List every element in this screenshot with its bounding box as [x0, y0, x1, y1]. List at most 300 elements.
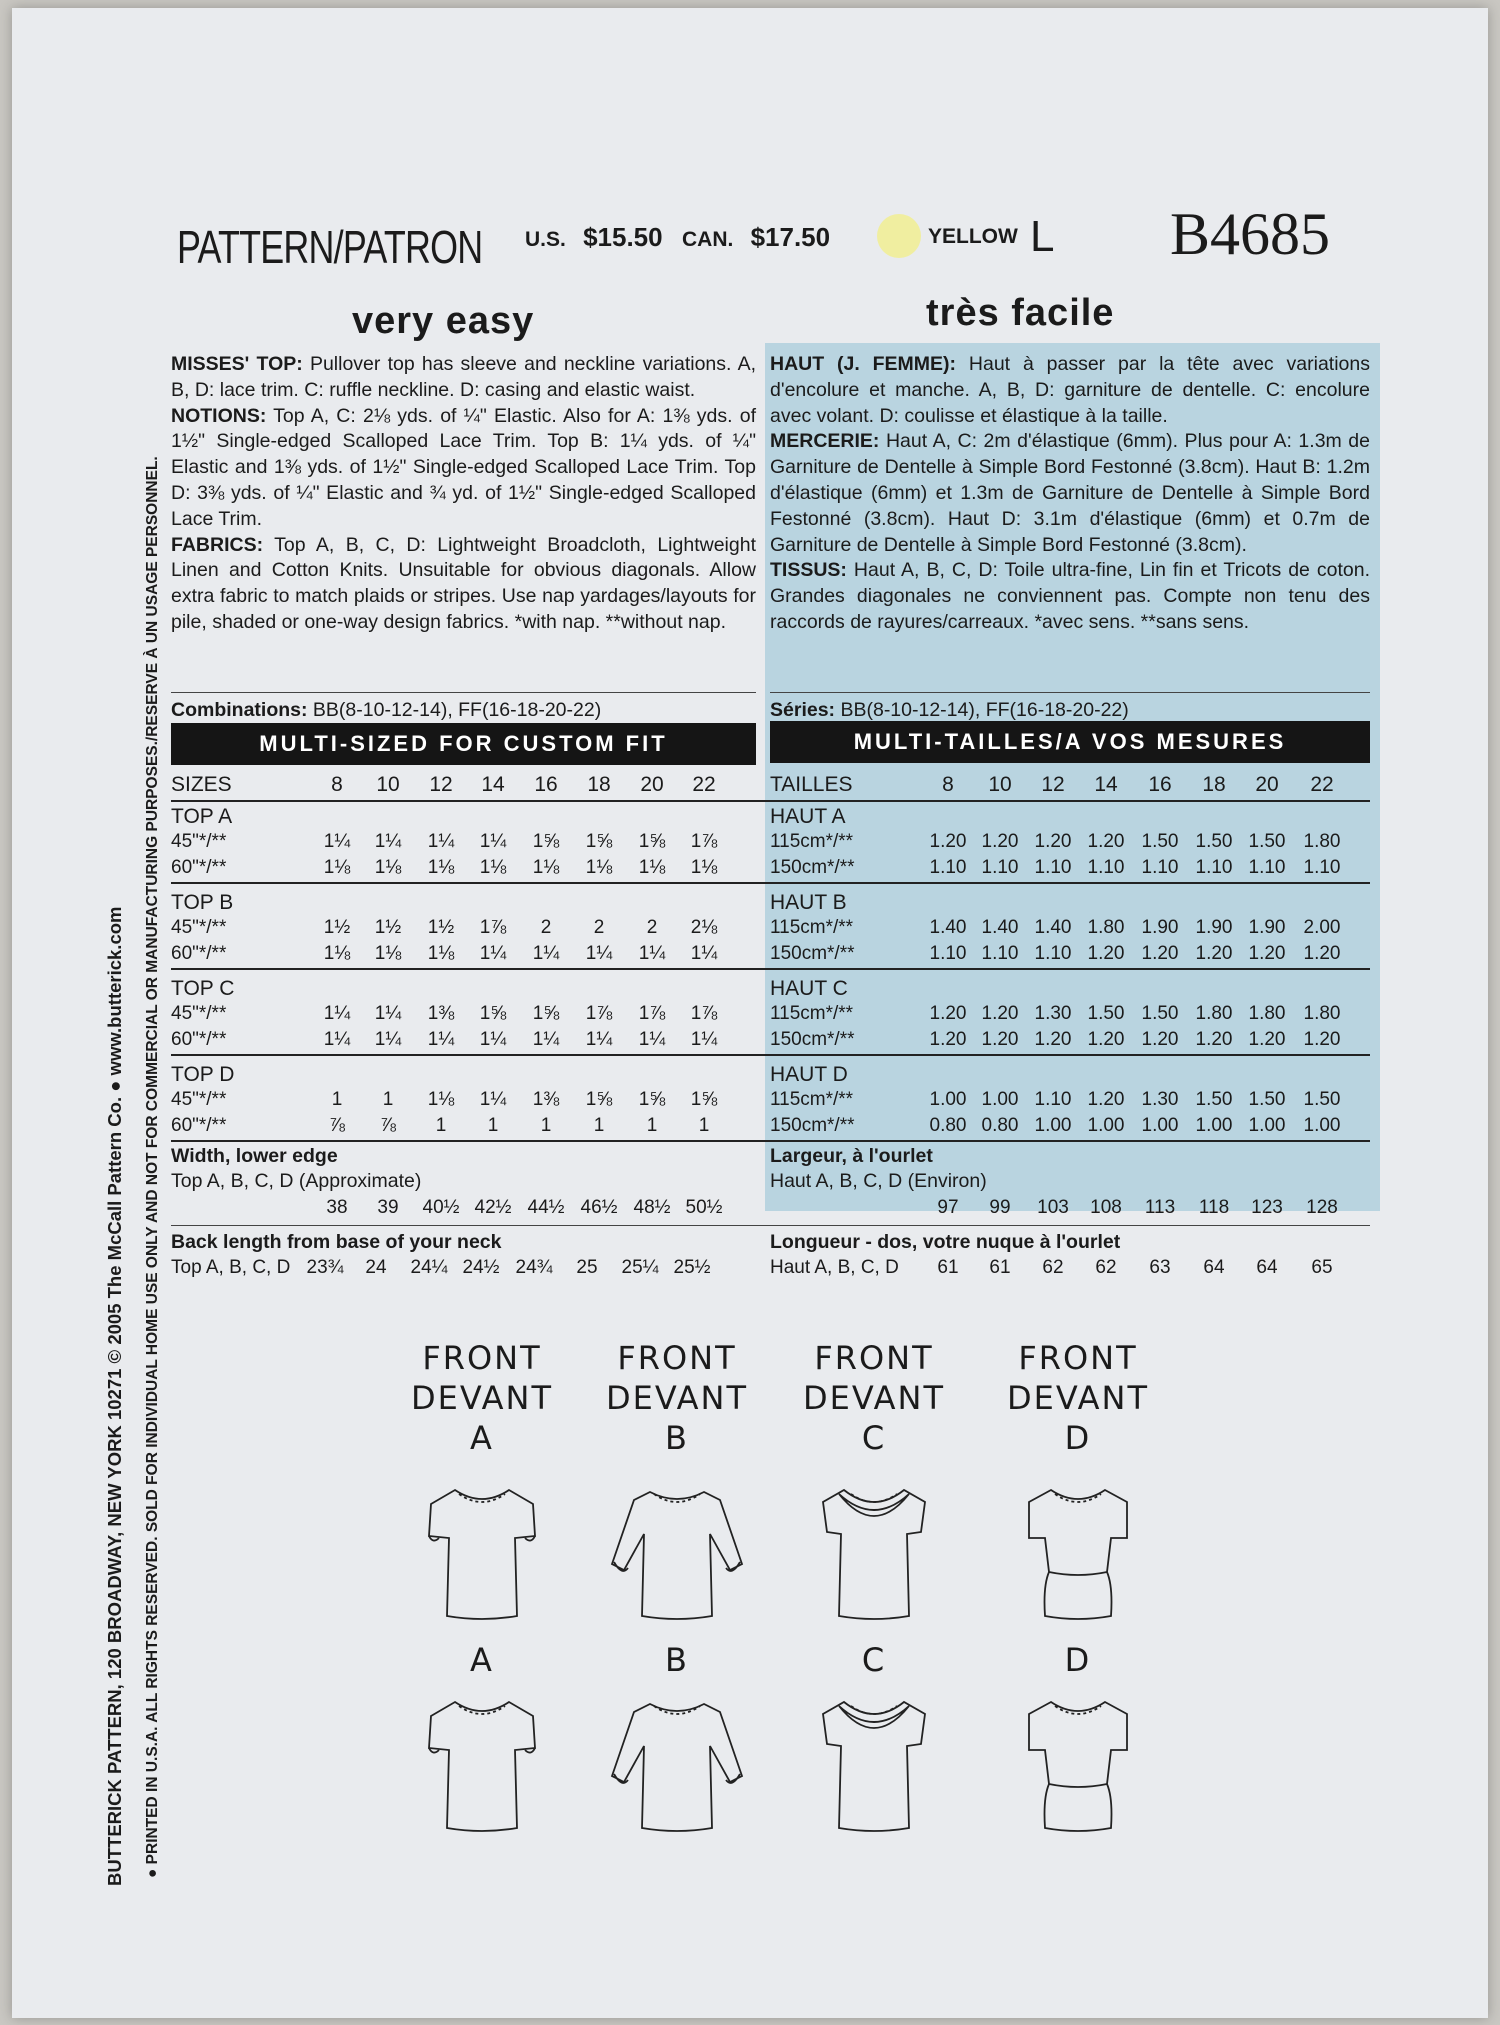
row-value: 1.90: [1195, 917, 1233, 938]
row-label: 115cm*/**: [770, 831, 854, 852]
sizes-rule: [770, 800, 1370, 802]
top-illustration-front: [1003, 1476, 1153, 1626]
front-view-d: [1003, 1476, 1153, 1631]
row-value: 1: [331, 1089, 343, 1110]
row-value: 1⅛: [427, 857, 455, 878]
combinations-en: [171, 699, 601, 722]
row-value: 1.10: [1248, 857, 1286, 878]
back-view-d: [1003, 1688, 1153, 1843]
row-value: 1¼: [690, 1029, 718, 1050]
row-value: 1¼: [479, 943, 507, 964]
row-value: 1: [487, 1115, 499, 1136]
row-value: 1.00: [1141, 1115, 1179, 1136]
row-value: 1.80: [1195, 1003, 1233, 1024]
row-label: 150cm*/**: [770, 857, 855, 878]
width-value: 113: [1144, 1197, 1176, 1218]
view-line2: DEVANT: [605, 1379, 749, 1417]
us-price-value: $15.50: [583, 222, 663, 252]
size-heading: 20: [1255, 773, 1279, 796]
row-value: 1⅝: [585, 831, 613, 852]
size-heading: 18: [1202, 773, 1226, 796]
row-value: 1.90: [1141, 917, 1179, 938]
back-length-value: 63: [1149, 1257, 1171, 1278]
can-label: CAN.: [682, 228, 734, 251]
row-value: 1: [646, 1115, 658, 1136]
group-rule: [770, 1054, 1370, 1056]
back-length-label: Back length from base of your neck: [171, 1231, 502, 1253]
row-value: 1.20: [1087, 1029, 1125, 1050]
row-value: 1.50: [1303, 1089, 1341, 1110]
width-value: 108: [1090, 1197, 1122, 1218]
row-value: 2⅛: [690, 917, 718, 938]
row-value: 1.10: [981, 943, 1019, 964]
sizes-label: TAILLES: [770, 773, 853, 796]
row-value: 1.20: [1141, 943, 1179, 964]
row-value: 2: [593, 917, 605, 938]
row-value: 1⅛: [374, 857, 402, 878]
size-heading: 22: [1310, 773, 1334, 796]
row-value: 1.20: [1195, 1029, 1233, 1050]
row-value: 1⅛: [479, 857, 507, 878]
combinations-fr: [770, 699, 1129, 722]
row-value: 1⅝: [532, 1003, 560, 1024]
front-view-a: [407, 1476, 557, 1631]
table-row: [770, 831, 1370, 856]
row-value: 1.00: [981, 1089, 1019, 1110]
row-value: 1.20: [929, 831, 967, 852]
tissus-label: TISSUS:: [770, 559, 847, 582]
width-sub: Haut A, B, C, D (Environ): [770, 1170, 987, 1192]
width-values-row: [171, 1197, 771, 1222]
size-heading: 10: [988, 773, 1012, 796]
rule-en: [171, 692, 756, 693]
row-value: 1.40: [981, 917, 1019, 938]
width-value: 39: [377, 1197, 399, 1218]
row-value: 1.10: [929, 857, 967, 878]
row-value: 1⅝: [479, 1003, 507, 1024]
back-view-b: [602, 1688, 752, 1843]
table-row: [171, 943, 771, 968]
row-value: 1¼: [585, 943, 613, 964]
group-rule: [770, 882, 1370, 884]
width-rule: [770, 1225, 1370, 1226]
back-length-value: 65: [1311, 1257, 1333, 1278]
table-row: [770, 1089, 1370, 1114]
row-value: 1.50: [1141, 1003, 1179, 1024]
row-value: 1.50: [1248, 1089, 1286, 1110]
row-value: 1.20: [1303, 1029, 1341, 1050]
row-value: 1.80: [1248, 1003, 1286, 1024]
tissus-text: Haut A, B, C, D: Toile ultra-fine, Lin fin et Tricots de coton. Grandes diagonales ne conviennent pas. Compte non tenu des raccords de rayures/carreaux. *avec sens. **sans sens.: [770, 559, 1370, 633]
row-label: 45"*/**: [171, 831, 227, 852]
row-value: 1¼: [323, 831, 351, 852]
misses-top-label: MISSES' TOP:: [171, 353, 303, 375]
row-value: 1.10: [1034, 943, 1072, 964]
sidebar-copyright: ● PRINTED IN U.S.A. ALL RIGHTS RESERVED. SOLD FOR INDIVIDUAL HOME USE ONLY AND NOT FOR COMMERCIAL OR MANUFACTURING PURPOSES./RESERVE À UN USAGE PERSONNEL.: [144, 456, 161, 1878]
size-heading: 14: [1094, 773, 1118, 796]
row-value: 1.20: [1141, 1029, 1179, 1050]
row-value: 1.10: [1303, 857, 1341, 878]
row-value: 1½: [323, 917, 351, 938]
back-length-value: 24½: [462, 1257, 500, 1278]
row-value: 1¼: [427, 831, 455, 852]
group-title: TOP B: [171, 891, 234, 914]
row-value: 1⅞: [585, 1003, 613, 1024]
view-line1: FRONT: [814, 1339, 934, 1377]
row-value: 1.50: [1087, 1003, 1125, 1024]
row-value: 1.20: [929, 1029, 967, 1050]
row-value: 2.00: [1303, 917, 1341, 938]
row-value: 1¼: [374, 1003, 402, 1024]
row-value: 0.80: [929, 1115, 967, 1136]
notions-text: Top A, C: 2⅛ yds. of ¼" Elastic. Also for A: 1⅜ yds. of 1½" Single-edged Scalloped Lace Trim. Top B: 1¼ yds. of ¼" Elastic and 1⅜ yds. of 1½" Single-edged Scalloped Lace Trim. Top D: 3⅜ yds. of ¼" Elastic and ¾ yd. of 1½" Single-edged Scalloped Lace Trim.: [171, 404, 756, 530]
row-value: 1.50: [1195, 831, 1233, 852]
haut-label: HAUT (J. FEMME):: [770, 353, 957, 375]
row-value: 1⅞: [690, 1003, 718, 1024]
back-length-value: 25¼: [621, 1257, 659, 1278]
us-price: [525, 222, 663, 253]
table-row: [770, 857, 1370, 882]
row-value: 1.20: [1034, 831, 1072, 852]
row-value: 1.20: [1195, 943, 1233, 964]
row-value: 1.40: [1034, 917, 1072, 938]
difficulty-en: very easy: [352, 300, 535, 342]
group-title: HAUT B: [770, 891, 847, 914]
view-letter: C: [861, 1419, 887, 1457]
back-length-value: 61: [937, 1257, 959, 1278]
top-illustration-front: [602, 1476, 752, 1626]
row-value: 1: [382, 1089, 394, 1110]
row-value: 1¼: [638, 943, 666, 964]
row-value: 1.00: [1248, 1115, 1286, 1136]
pattern-label: PATTERN/PATRON: [177, 221, 483, 273]
back-length-value: 24¼: [410, 1257, 448, 1278]
view-letter: B: [665, 1419, 689, 1457]
back-length-value: 64: [1256, 1257, 1278, 1278]
table-row: [171, 1089, 771, 1114]
size-heading: 18: [587, 773, 611, 796]
group-title: TOP A: [171, 805, 233, 828]
row-label: 150cm*/**: [770, 1029, 855, 1050]
back-view-c: [799, 1688, 949, 1843]
row-value: 1⅛: [427, 943, 455, 964]
size-heading: 22: [692, 773, 716, 796]
row-value: 1.20: [1248, 1029, 1286, 1050]
row-value: 1.20: [1248, 943, 1286, 964]
row-value: 1.20: [929, 1003, 967, 1024]
row-label: 150cm*/**: [770, 943, 855, 964]
row-value: 1⅝: [638, 1089, 666, 1110]
row-value: 1: [540, 1115, 552, 1136]
row-value: 1⅝: [585, 1089, 613, 1110]
width-value: 44½: [527, 1197, 565, 1218]
width-label: Largeur, à l'ourlet: [770, 1145, 933, 1167]
back-length-value: 62: [1042, 1257, 1064, 1278]
row-value: 1.10: [1195, 857, 1233, 878]
width-value: 38: [326, 1197, 348, 1218]
row-label: 60"*/**: [171, 1115, 227, 1136]
group-rule: [770, 968, 1370, 970]
table-row: [171, 1003, 771, 1028]
width-value: 50½: [685, 1197, 723, 1218]
back-view-label: C: [861, 1641, 887, 1679]
row-value: 1.10: [1034, 857, 1072, 878]
row-value: 1: [698, 1115, 710, 1136]
width-value: 103: [1037, 1197, 1069, 1218]
size-heading: 8: [942, 773, 954, 796]
row-value: 1.20: [1087, 1089, 1125, 1110]
row-value: 1.00: [1195, 1115, 1233, 1136]
group-rule: [171, 1140, 771, 1142]
color-name: YELLOW: [928, 225, 1018, 248]
back-length-value: 25½: [673, 1257, 711, 1278]
row-value: 1.00: [1034, 1115, 1072, 1136]
row-value: 1¼: [532, 943, 560, 964]
can-price: [682, 222, 830, 253]
group-title: HAUT A: [770, 805, 846, 828]
front-view-c: [799, 1476, 949, 1631]
row-label: 60"*/**: [171, 857, 227, 878]
table-row: [171, 857, 771, 882]
row-value: ⅞: [380, 1115, 396, 1136]
notions-label: NOTIONS:: [171, 404, 267, 427]
group-rule: [770, 1140, 1370, 1142]
combinations-text: BB(8-10-12-14), FF(16-18-20-22): [307, 699, 602, 721]
sizes-header-row: [171, 773, 771, 799]
row-value: 1¼: [479, 1089, 507, 1110]
rule-fr: [770, 692, 1370, 693]
row-value: 1: [435, 1115, 447, 1136]
fabrics-label: FABRICS:: [171, 533, 264, 556]
multi-tailles-bar: MULTI-TAILLES/A VOS MESURES: [770, 721, 1370, 763]
row-value: 2: [646, 917, 658, 938]
back-length-row: [171, 1257, 771, 1282]
series-text: BB(8-10-12-14), FF(16-18-20-22): [835, 699, 1129, 721]
width-values-row: [770, 1197, 1370, 1222]
back-length-sub: Haut A, B, C, D: [770, 1257, 899, 1278]
row-value: 1¼: [323, 1003, 351, 1024]
row-value: 1⅛: [638, 857, 666, 878]
table-row: [770, 1003, 1370, 1028]
row-value: 1¼: [585, 1029, 613, 1050]
row-value: ⅞: [329, 1115, 345, 1136]
us-label: U.S.: [525, 228, 566, 251]
back-length-value: 61: [989, 1257, 1011, 1278]
row-value: 1.10: [1141, 857, 1179, 878]
series-label: Séries:: [770, 699, 836, 721]
row-value: 1⅞: [638, 1003, 666, 1024]
width-value: 42½: [474, 1197, 512, 1218]
width-value: 46½: [580, 1197, 618, 1218]
width-value: 97: [937, 1197, 959, 1218]
row-label: 150cm*/**: [770, 1115, 855, 1136]
haut-text: Haut à passer par la tête avec variations d'encolure et manche. A, B, D: garniture de dentelle. C: encolure avec volant. D: coulisse et élastique à la taille.: [770, 353, 1370, 427]
row-label: 60"*/**: [171, 943, 227, 964]
row-value: 1.20: [981, 831, 1019, 852]
back-length-value: 62: [1095, 1257, 1117, 1278]
pattern-envelope-back: [12, 8, 1488, 2018]
back-view-a: [407, 1688, 557, 1843]
row-value: 1½: [427, 917, 455, 938]
group-rule: [171, 968, 771, 970]
row-value: 1.20: [1087, 943, 1125, 964]
row-label: 45"*/**: [171, 1003, 227, 1024]
width-sub: Top A, B, C, D (Approximate): [171, 1170, 422, 1192]
group-rule: [171, 882, 771, 884]
row-value: 1⅛: [427, 1089, 455, 1110]
row-value: 1⅛: [585, 857, 613, 878]
table-row: [171, 1115, 771, 1140]
view-letter: A: [470, 1419, 494, 1457]
sizes-header-row: [770, 773, 1370, 799]
width-label: Width, lower edge: [171, 1145, 338, 1167]
combinations-label: Combinations:: [171, 699, 308, 721]
row-value: 1.10: [929, 943, 967, 964]
row-value: 1⅞: [690, 831, 718, 852]
row-label: 115cm*/**: [770, 1089, 854, 1110]
row-value: 1⅛: [690, 857, 718, 878]
row-value: 1.10: [981, 857, 1019, 878]
row-value: 1.50: [1195, 1089, 1233, 1110]
back-view-label: D: [1064, 1641, 1092, 1679]
row-value: 1¼: [427, 1029, 455, 1050]
size-heading: 12: [429, 773, 453, 796]
row-value: 1¼: [323, 1029, 351, 1050]
group-title: HAUT D: [770, 1063, 848, 1086]
top-illustration-back: [602, 1688, 752, 1838]
color-dot: [877, 214, 921, 258]
width-value: 123: [1251, 1197, 1283, 1218]
size-heading: 12: [1041, 773, 1065, 796]
row-value: 1¼: [690, 943, 718, 964]
sizes-rule: [171, 800, 771, 802]
row-value: 1.20: [1087, 831, 1125, 852]
row-value: 1.30: [1034, 1003, 1072, 1024]
table-row: [770, 943, 1370, 968]
width-value: 99: [989, 1197, 1011, 1218]
view-line1: FRONT: [1018, 1339, 1138, 1377]
row-value: 1⅞: [479, 917, 507, 938]
table-row: [171, 1029, 771, 1054]
back-length-sub: Top A, B, C, D: [171, 1257, 291, 1278]
table-row: [171, 831, 771, 856]
row-value: 1.00: [929, 1089, 967, 1110]
row-value: 1⅛: [323, 857, 351, 878]
view-label-c: [784, 1338, 964, 1458]
size-heading: 20: [640, 773, 664, 796]
size-heading: 16: [1148, 773, 1172, 796]
table-row: [770, 1029, 1370, 1054]
view-line1: FRONT: [617, 1339, 737, 1377]
row-value: 1¼: [479, 831, 507, 852]
size-heading: 16: [534, 773, 558, 796]
table-row: [171, 917, 771, 942]
row-value: 1.10: [1087, 857, 1125, 878]
width-value: 40½: [422, 1197, 460, 1218]
row-value: 1⅛: [374, 943, 402, 964]
back-view-label: A: [470, 1641, 494, 1679]
row-value: 1.50: [1248, 831, 1286, 852]
mercerie-text: Haut A, C: 2m d'élastique (6mm). Plus pour A: 1.3m de Garniture de Dentelle à Simple Bord Festonné (3.8cm). Haut B: 1.2m d'élastique (6mm) et 1.3m de Garniture de Dentelle à Simple Bord Festonné (3.8cm). Haut D: 3.1m d'élastique (6mm) et 0.7m de Garniture de Dentelle à Simple Bord Festonné (3.8cm).: [770, 430, 1370, 556]
difficulty-fr: très facile: [926, 292, 1115, 334]
top-illustration-front: [799, 1476, 949, 1626]
sizes-label: SIZES: [171, 773, 232, 796]
row-value: 1.80: [1303, 1003, 1341, 1024]
row-value: 1.00: [1303, 1115, 1341, 1136]
view-label-b: [587, 1338, 767, 1458]
front-view-b: [602, 1476, 752, 1631]
top-illustration-back: [407, 1688, 557, 1838]
size-letter: L: [1030, 212, 1055, 261]
view-line2: DEVANT: [802, 1379, 946, 1417]
row-value: 2: [540, 917, 552, 938]
row-value: 1.80: [1303, 831, 1341, 852]
group-title: TOP C: [171, 977, 235, 1000]
group-title: HAUT C: [770, 977, 848, 1000]
group-title: TOP D: [171, 1063, 235, 1086]
width-rule: [171, 1225, 771, 1226]
top-illustration-back: [1003, 1688, 1153, 1838]
width-value: 118: [1198, 1197, 1230, 1218]
back-length-row: [770, 1257, 1370, 1282]
back-length-value: 24¾: [515, 1257, 553, 1278]
view-line1: FRONT: [422, 1339, 542, 1377]
top-illustration-front: [407, 1476, 557, 1626]
view-label-d: [988, 1338, 1168, 1458]
description-en: [171, 352, 756, 636]
misses-top-text: Pullover top has sleeve and neckline variations. A, B, D: lace trim. C: ruffle neckline. D: casing and elastic waist.: [171, 353, 756, 401]
row-label: 45"*/**: [171, 917, 227, 938]
group-rule: [171, 1054, 771, 1056]
view-line2: DEVANT: [410, 1379, 554, 1417]
row-value: 1.30: [1141, 1089, 1179, 1110]
back-length-value: 25: [576, 1257, 598, 1278]
mercerie-label: MERCERIE:: [770, 430, 880, 453]
row-value: 1¼: [532, 1029, 560, 1050]
back-length-value: 24: [365, 1257, 387, 1278]
row-value: 0.80: [981, 1115, 1019, 1136]
table-row: [770, 1115, 1370, 1140]
pattern-number: B4685: [1170, 201, 1331, 267]
row-value: 1.20: [981, 1029, 1019, 1050]
row-value: 1⅝: [690, 1089, 718, 1110]
view-letter: D: [1064, 1419, 1092, 1457]
sidebar-publisher: BUTTERICK PATTERN, 120 BROADWAY, NEW YORK 10271 © 2005 The McCall Pattern Co. ● www.butterick.com: [104, 906, 125, 1886]
row-value: 1.10: [1034, 1089, 1072, 1110]
row-value: 1.50: [1141, 831, 1179, 852]
size-heading: 14: [481, 773, 505, 796]
row-label: 60"*/**: [171, 1029, 227, 1050]
row-value: 1.20: [1303, 943, 1341, 964]
row-value: 1.80: [1087, 917, 1125, 938]
can-price-value: $17.50: [750, 222, 831, 252]
back-length-label: Longueur - dos, votre nuque à l'ourlet: [770, 1231, 1121, 1253]
size-heading: 8: [331, 773, 343, 796]
row-label: 115cm*/**: [770, 917, 854, 938]
view-line2: DEVANT: [1006, 1379, 1150, 1417]
row-label: 115cm*/**: [770, 1003, 854, 1024]
row-value: 1.40: [929, 917, 967, 938]
width-value: 48½: [633, 1197, 671, 1218]
back-length-value: 64: [1203, 1257, 1225, 1278]
top-illustration-back: [799, 1688, 949, 1838]
back-length-value: 23¾: [306, 1257, 344, 1278]
row-value: 1⅜: [532, 1089, 560, 1110]
row-value: 1⅝: [532, 831, 560, 852]
row-value: 1⅛: [532, 857, 560, 878]
row-value: 1.20: [1034, 1029, 1072, 1050]
row-value: 1¼: [374, 831, 402, 852]
